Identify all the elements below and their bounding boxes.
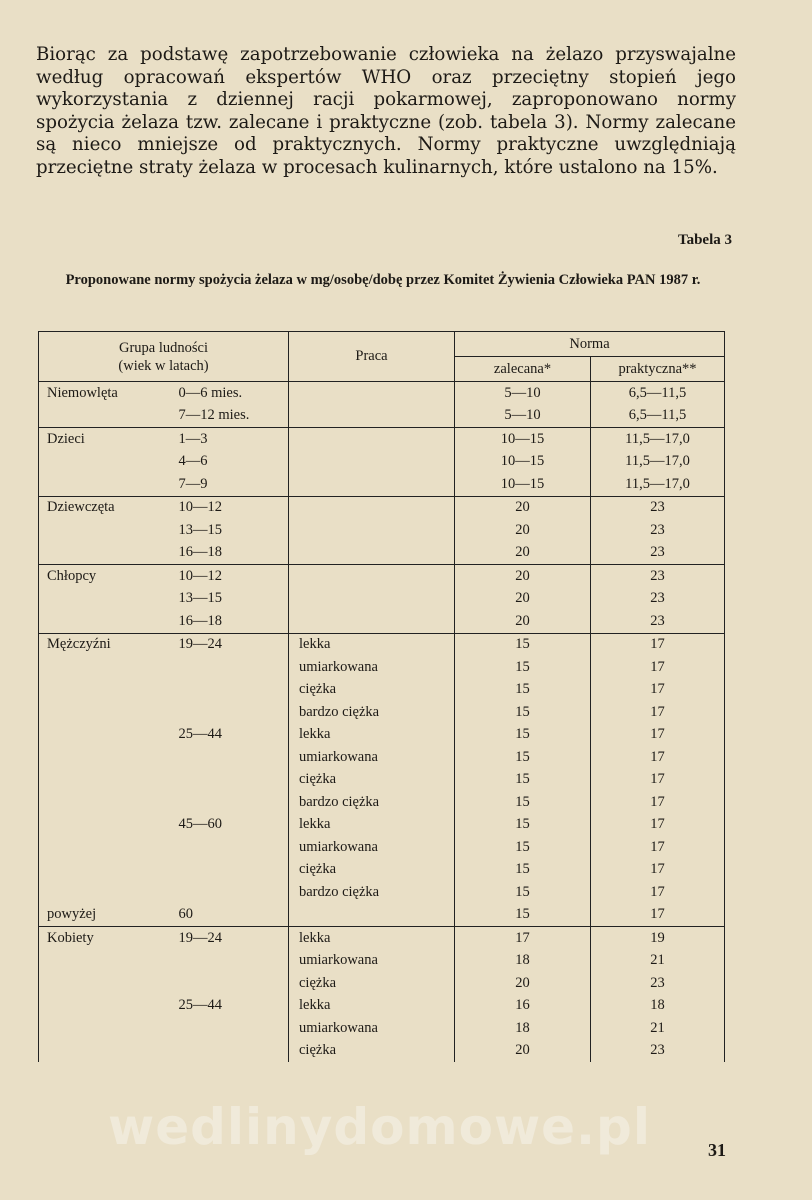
- cell-recommended: 10—15: [455, 451, 591, 474]
- cell-age: 10—12: [167, 496, 289, 519]
- cell-recommended: 20: [455, 519, 591, 542]
- cell-practical: 23: [591, 565, 725, 588]
- cell-practical: 23: [591, 542, 725, 565]
- cell-age: [167, 836, 289, 859]
- cell-age: [167, 656, 289, 679]
- cell-group: [39, 701, 167, 724]
- cell-work: lekka: [289, 927, 455, 950]
- table-row: [39, 859, 725, 882]
- cell-recommended: 20: [455, 588, 591, 611]
- cell-recommended: 15: [455, 679, 591, 702]
- cell-practical: 17: [591, 836, 725, 859]
- cell-age: 13—15: [178, 590, 222, 607]
- cell-practical: 23: [591, 610, 725, 633]
- cell-practical: 6,5—11,5: [591, 405, 725, 428]
- cell-age: 7—12 mies.: [178, 407, 250, 424]
- cell-recommended: 20: [455, 610, 591, 633]
- cell-group: Dziewczęta: [39, 496, 167, 519]
- header-practical: praktyczna**: [591, 357, 725, 382]
- cell-practical: 21: [591, 950, 725, 973]
- cell-practical: 17: [591, 633, 725, 656]
- cell-practical: 23: [591, 496, 725, 519]
- cell-age: 45—60: [178, 816, 222, 833]
- cell-practical: 23: [591, 588, 725, 611]
- cell-recommended: 20: [455, 565, 591, 588]
- cell-practical: 17: [591, 769, 725, 792]
- cell-group: [39, 610, 167, 633]
- cell-work: lekka: [289, 995, 455, 1018]
- cell-age: [167, 679, 289, 702]
- cell-group: [39, 679, 167, 702]
- cell-age: [167, 881, 289, 904]
- cell-recommended: 10—15: [455, 428, 591, 451]
- table-row: [39, 1017, 725, 1040]
- iron-norms-table: [38, 331, 725, 1062]
- header-group: [39, 332, 289, 382]
- cell-practical: 17: [591, 724, 725, 747]
- cell-work: [289, 496, 455, 519]
- cell-recommended: 15: [455, 881, 591, 904]
- cell-group: [39, 995, 167, 1018]
- table-row: [39, 791, 725, 814]
- cell-work: [289, 382, 455, 405]
- cell-recommended: 20: [455, 542, 591, 565]
- cell-recommended: 15: [455, 859, 591, 882]
- table-row: [39, 836, 725, 859]
- cell-work: [289, 610, 455, 633]
- page-number: 31: [708, 1140, 726, 1160]
- table-row: [39, 701, 725, 724]
- cell-recommended: 5—10: [455, 405, 591, 428]
- cell-practical: 17: [591, 904, 725, 927]
- table-row: [39, 927, 725, 950]
- body-paragraph: Biorąc za podstawę zapotrzebowanie człowieka na żelazo przyswajalne według opracowań ekspertów WHO oraz przeciętny stopień jego wykorzystania z dziennej racji pokarmowej, zaproponowano normy spożycia żelaza tzw. zalecane i praktyczne (zob. tabela 3). Normy zalecane są nieco mniejsze od praktycznych. Normy praktyczne uwzględniają przeciętne straty żelaza w procesach kulinarnych, które ustalono na 15%.: [36, 44, 736, 178]
- table-row: [39, 542, 725, 565]
- table-row: [39, 746, 725, 769]
- cell-work: ciężka: [289, 859, 455, 882]
- cell-age: 0—6 mies.: [167, 382, 289, 405]
- cell-recommended: 15: [455, 904, 591, 927]
- cell-age: 13—15: [178, 521, 222, 538]
- cell-recommended: 15: [455, 633, 591, 656]
- cell-group: [39, 656, 167, 679]
- cell-practical: 19: [591, 927, 725, 950]
- table-row: [39, 814, 725, 837]
- cell-age: [167, 859, 289, 882]
- table-row: [39, 496, 725, 519]
- cell-group: powyżej: [39, 904, 167, 927]
- cell-age: 60: [178, 906, 193, 923]
- header-recommended: zalecana*: [455, 357, 591, 382]
- cell-work: lekka: [289, 633, 455, 656]
- cell-work: ciężka: [289, 972, 455, 995]
- cell-recommended: 15: [455, 701, 591, 724]
- cell-practical: 17: [591, 746, 725, 769]
- cell-work: [289, 904, 455, 927]
- cell-practical: 23: [591, 972, 725, 995]
- table-row: [39, 656, 725, 679]
- cell-work: umiarkowana: [289, 656, 455, 679]
- cell-age: 16—18: [178, 612, 222, 629]
- cell-age: 10—12: [167, 565, 289, 588]
- table-row: [39, 679, 725, 702]
- cell-practical: 17: [591, 791, 725, 814]
- table-row: [39, 473, 725, 496]
- cell-recommended: 15: [455, 746, 591, 769]
- table-row: [39, 769, 725, 792]
- cell-age: [167, 769, 289, 792]
- cell-work: umiarkowana: [289, 1017, 455, 1040]
- cell-recommended: 10—15: [455, 473, 591, 496]
- cell-recommended: 15: [455, 814, 591, 837]
- cell-age: 7—9: [178, 475, 208, 492]
- cell-age: [167, 701, 289, 724]
- cell-group: [39, 451, 167, 474]
- cell-group: Niemowlęta: [39, 382, 167, 405]
- cell-work: [289, 519, 455, 542]
- cell-group: [39, 724, 167, 747]
- cell-recommended: 18: [455, 1017, 591, 1040]
- header-work: Praca: [289, 332, 455, 382]
- cell-work: bardzo ciężka: [289, 791, 455, 814]
- header-group-label: Grupa ludności: [119, 339, 208, 356]
- cell-recommended: 20: [455, 1040, 591, 1063]
- cell-practical: 6,5—11,5: [591, 382, 725, 405]
- cell-recommended: 15: [455, 656, 591, 679]
- watermark: wedlinydomowe.pl: [108, 1098, 651, 1156]
- cell-recommended: 20: [455, 972, 591, 995]
- cell-group: [39, 972, 167, 995]
- cell-work: lekka: [289, 814, 455, 837]
- table-row: [39, 1040, 725, 1063]
- cell-work: bardzo ciężka: [289, 881, 455, 904]
- table-body: [39, 382, 725, 1063]
- cell-group: [39, 746, 167, 769]
- table-row: [39, 382, 725, 405]
- table-row: [39, 588, 725, 611]
- cell-recommended: 18: [455, 950, 591, 973]
- cell-group: [39, 769, 167, 792]
- cell-recommended: 20: [455, 496, 591, 519]
- cell-group: [39, 950, 167, 973]
- cell-group: Kobiety: [39, 927, 167, 950]
- cell-age: [167, 972, 289, 995]
- cell-work: [289, 428, 455, 451]
- table-label: Tabela 3: [677, 232, 732, 248]
- table-row: [39, 724, 725, 747]
- table-row: [39, 428, 725, 451]
- table-row: [39, 451, 725, 474]
- cell-work: [289, 473, 455, 496]
- cell-work: [289, 565, 455, 588]
- cell-group: [39, 791, 167, 814]
- cell-recommended: 5—10: [455, 382, 591, 405]
- cell-recommended: 15: [455, 791, 591, 814]
- cell-recommended: 16: [455, 995, 591, 1018]
- cell-practical: 17: [591, 701, 725, 724]
- cell-group: [39, 588, 167, 611]
- cell-age: 19—24: [167, 633, 289, 656]
- cell-practical: 18: [591, 995, 725, 1018]
- cell-work: lekka: [289, 724, 455, 747]
- cell-work: ciężka: [289, 1040, 455, 1063]
- cell-work: bardzo ciężka: [289, 701, 455, 724]
- header-norm: Norma: [455, 332, 725, 357]
- cell-group: [39, 405, 167, 428]
- cell-practical: 11,5—17,0: [591, 473, 725, 496]
- cell-age: [167, 1017, 289, 1040]
- cell-work: umiarkowana: [289, 746, 455, 769]
- cell-work: ciężka: [289, 679, 455, 702]
- cell-age: 19—24: [167, 927, 289, 950]
- cell-work: umiarkowana: [289, 836, 455, 859]
- cell-work: umiarkowana: [289, 950, 455, 973]
- cell-practical: 11,5—17,0: [591, 428, 725, 451]
- table-row: [39, 610, 725, 633]
- table-row: [39, 405, 725, 428]
- cell-practical: 23: [591, 1040, 725, 1063]
- cell-recommended: 15: [455, 724, 591, 747]
- cell-recommended: 17: [455, 927, 591, 950]
- cell-age: 25—44: [178, 726, 222, 743]
- cell-group: [39, 1040, 167, 1063]
- cell-age: [167, 950, 289, 973]
- cell-group: [39, 881, 167, 904]
- table-row: [39, 633, 725, 656]
- cell-practical: 17: [591, 859, 725, 882]
- cell-practical: 17: [591, 679, 725, 702]
- cell-group: [39, 836, 167, 859]
- cell-age: 4—6: [178, 453, 208, 470]
- table-row: [39, 519, 725, 542]
- cell-recommended: 15: [455, 769, 591, 792]
- cell-group: [39, 542, 167, 565]
- cell-work: [289, 588, 455, 611]
- cell-age: [167, 791, 289, 814]
- cell-work: [289, 405, 455, 428]
- cell-work: ciężka: [289, 769, 455, 792]
- table-row: [39, 972, 725, 995]
- cell-age: 1—3: [167, 428, 289, 451]
- cell-practical: 23: [591, 519, 725, 542]
- cell-group: [39, 1017, 167, 1040]
- cell-age: 16—18: [178, 544, 222, 561]
- cell-group: Mężczyźni: [39, 633, 167, 656]
- cell-practical: 17: [591, 656, 725, 679]
- cell-group: Dzieci: [39, 428, 167, 451]
- cell-practical: 17: [591, 881, 725, 904]
- cell-recommended: 15: [455, 836, 591, 859]
- cell-group: [39, 814, 167, 837]
- table-row: [39, 565, 725, 588]
- table-row: [39, 881, 725, 904]
- table-row: [39, 904, 725, 927]
- cell-practical: 11,5—17,0: [591, 451, 725, 474]
- header-group-sub: (wiek w latach): [118, 357, 209, 374]
- cell-practical: 21: [591, 1017, 725, 1040]
- cell-age: [167, 746, 289, 769]
- cell-age: 25—44: [178, 997, 222, 1014]
- cell-group: [39, 859, 167, 882]
- table-caption: Proponowane normy spożycia żelaza w mg/osobę/dobę przez Komitet Żywienia Człowieka PAN 1987 r.: [65, 272, 701, 288]
- cell-group: [39, 473, 167, 496]
- cell-group: [39, 519, 167, 542]
- table-row: [39, 995, 725, 1018]
- cell-work: [289, 451, 455, 474]
- cell-group: Chłopcy: [39, 565, 167, 588]
- cell-practical: 17: [591, 814, 725, 837]
- cell-work: [289, 542, 455, 565]
- table-row: [39, 950, 725, 973]
- cell-age: [167, 1040, 289, 1063]
